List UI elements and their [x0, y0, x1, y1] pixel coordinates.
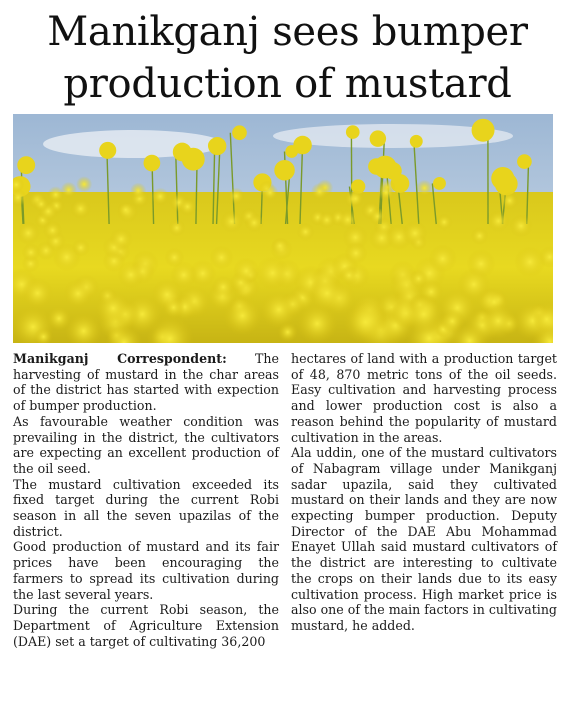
paragraph-5: During the current Robi season, the Department of Agriculture Extension (DAE) set a target of cultivating 36,200 — [13, 602, 279, 649]
flower-head — [472, 119, 495, 142]
flower-bloom — [344, 242, 367, 265]
flower-bloom — [43, 221, 62, 240]
flower-head — [433, 177, 446, 190]
mustard-field-illustration — [13, 114, 553, 343]
flower-bloom — [178, 198, 196, 216]
flower-bloom — [47, 306, 71, 330]
flower-bloom — [53, 243, 81, 271]
flower-bloom — [95, 290, 131, 326]
flower-head — [274, 160, 294, 180]
flower-bloom — [228, 188, 245, 205]
flower-bloom — [168, 219, 185, 236]
flower-bloom — [262, 184, 279, 201]
flower-bloom — [271, 237, 289, 255]
flower-bloom — [117, 261, 144, 288]
flower-bloom — [509, 214, 532, 237]
flower-head — [99, 142, 116, 159]
article-column-1 — [13, 351, 279, 649]
flower-bloom — [402, 221, 427, 246]
flower-bloom — [436, 214, 453, 231]
flower-bloom — [33, 196, 49, 212]
flower-bloom — [170, 261, 197, 288]
paragraph-7: Ala uddin, one of the mustard cultivators of Nabagram village under Manikganj sadar upazila, said they cultivated mustard on their lands and they are now expecting bumper production. Deputy Director of the DAE Abu Mohammad Enayet Ullah said mustard cultivators of the district are interesting to cultivate the crops on their lands due to its easy cultivation process. High market price is also one of the main factors in cultivating mustard, he added. — [291, 445, 557, 633]
flower-bloom — [117, 202, 134, 219]
headline-line-1: Manikganj sees bumper — [47, 9, 528, 55]
flower-head — [232, 125, 247, 140]
flower-bloom — [76, 176, 92, 192]
flower-bloom — [514, 246, 545, 277]
paragraph-1 — [13, 351, 279, 414]
article-column-2 — [291, 351, 557, 634]
flower-bloom — [210, 246, 234, 270]
flower-head — [285, 145, 298, 158]
flower-bloom — [429, 245, 457, 273]
flower-bloom — [130, 183, 146, 199]
flower-head — [144, 155, 161, 172]
flower-head — [374, 156, 397, 179]
flower-head — [17, 156, 35, 174]
flower-bloom — [220, 210, 243, 233]
flower-bloom — [347, 190, 364, 207]
flower-bloom — [403, 293, 444, 334]
flower-bloom — [245, 213, 264, 232]
flower-head — [346, 125, 360, 139]
flower-bloom — [233, 258, 260, 285]
article-headline — [0, 6, 575, 110]
flower-head — [208, 137, 226, 155]
flower-head — [182, 148, 205, 171]
flower-bloom — [17, 221, 40, 244]
flower-head — [410, 135, 423, 148]
flower-bloom — [110, 228, 133, 251]
flower-bloom — [311, 183, 328, 200]
flower-bloom — [318, 211, 336, 229]
flower-bloom — [378, 184, 395, 201]
flower-bloom — [501, 192, 519, 210]
flower-bloom — [339, 266, 359, 286]
flower-bloom — [63, 279, 93, 309]
flower-bloom — [61, 182, 77, 198]
flower-bloom — [70, 198, 91, 219]
flower-head — [517, 154, 532, 169]
flower-bloom — [151, 188, 169, 206]
flower-bloom — [256, 256, 290, 290]
headline-line-2: production of mustard — [63, 61, 512, 107]
flower-head — [370, 130, 386, 146]
flower-bloom — [22, 277, 53, 308]
flower-bloom — [309, 275, 346, 312]
flower-head — [495, 172, 518, 195]
flower-bloom — [260, 291, 298, 329]
flower-bloom — [22, 243, 40, 261]
paragraph-3: The mustard cultivation exceeded its fixed target during the current Robi season in all the seven upazilas of the district. — [13, 476, 279, 539]
mustard-field-photo — [13, 114, 553, 343]
flower-bloom — [487, 210, 509, 232]
flower-bloom — [162, 296, 184, 318]
flower-bloom — [471, 227, 489, 245]
paragraph-2: As favourable weather condition was prevailing in the district, the cultivators are expecting an excellent production of the oil seed. — [13, 413, 279, 476]
paragraph-1-text: The harvesting of mustard in the char areas of the district has started with expection of bumper production. — [13, 351, 279, 414]
flower-bloom — [344, 301, 387, 343]
flower-bloom — [416, 180, 432, 196]
paragraph-6: hectares of land with a production target of 48, 870 metric tons of the oil seeds. Easy cultivation and harvesting process and lower production cost is also a reason behind the popularity of mustard cultivation in the areas. — [291, 351, 557, 445]
paragraph-4: Good production of mustard and its fair prices have been encouraging the farmers to spread its cultivation during the last several years. — [13, 539, 279, 602]
flower-bloom — [297, 223, 315, 241]
byline: Manikganj Correspondent: — [13, 351, 227, 366]
